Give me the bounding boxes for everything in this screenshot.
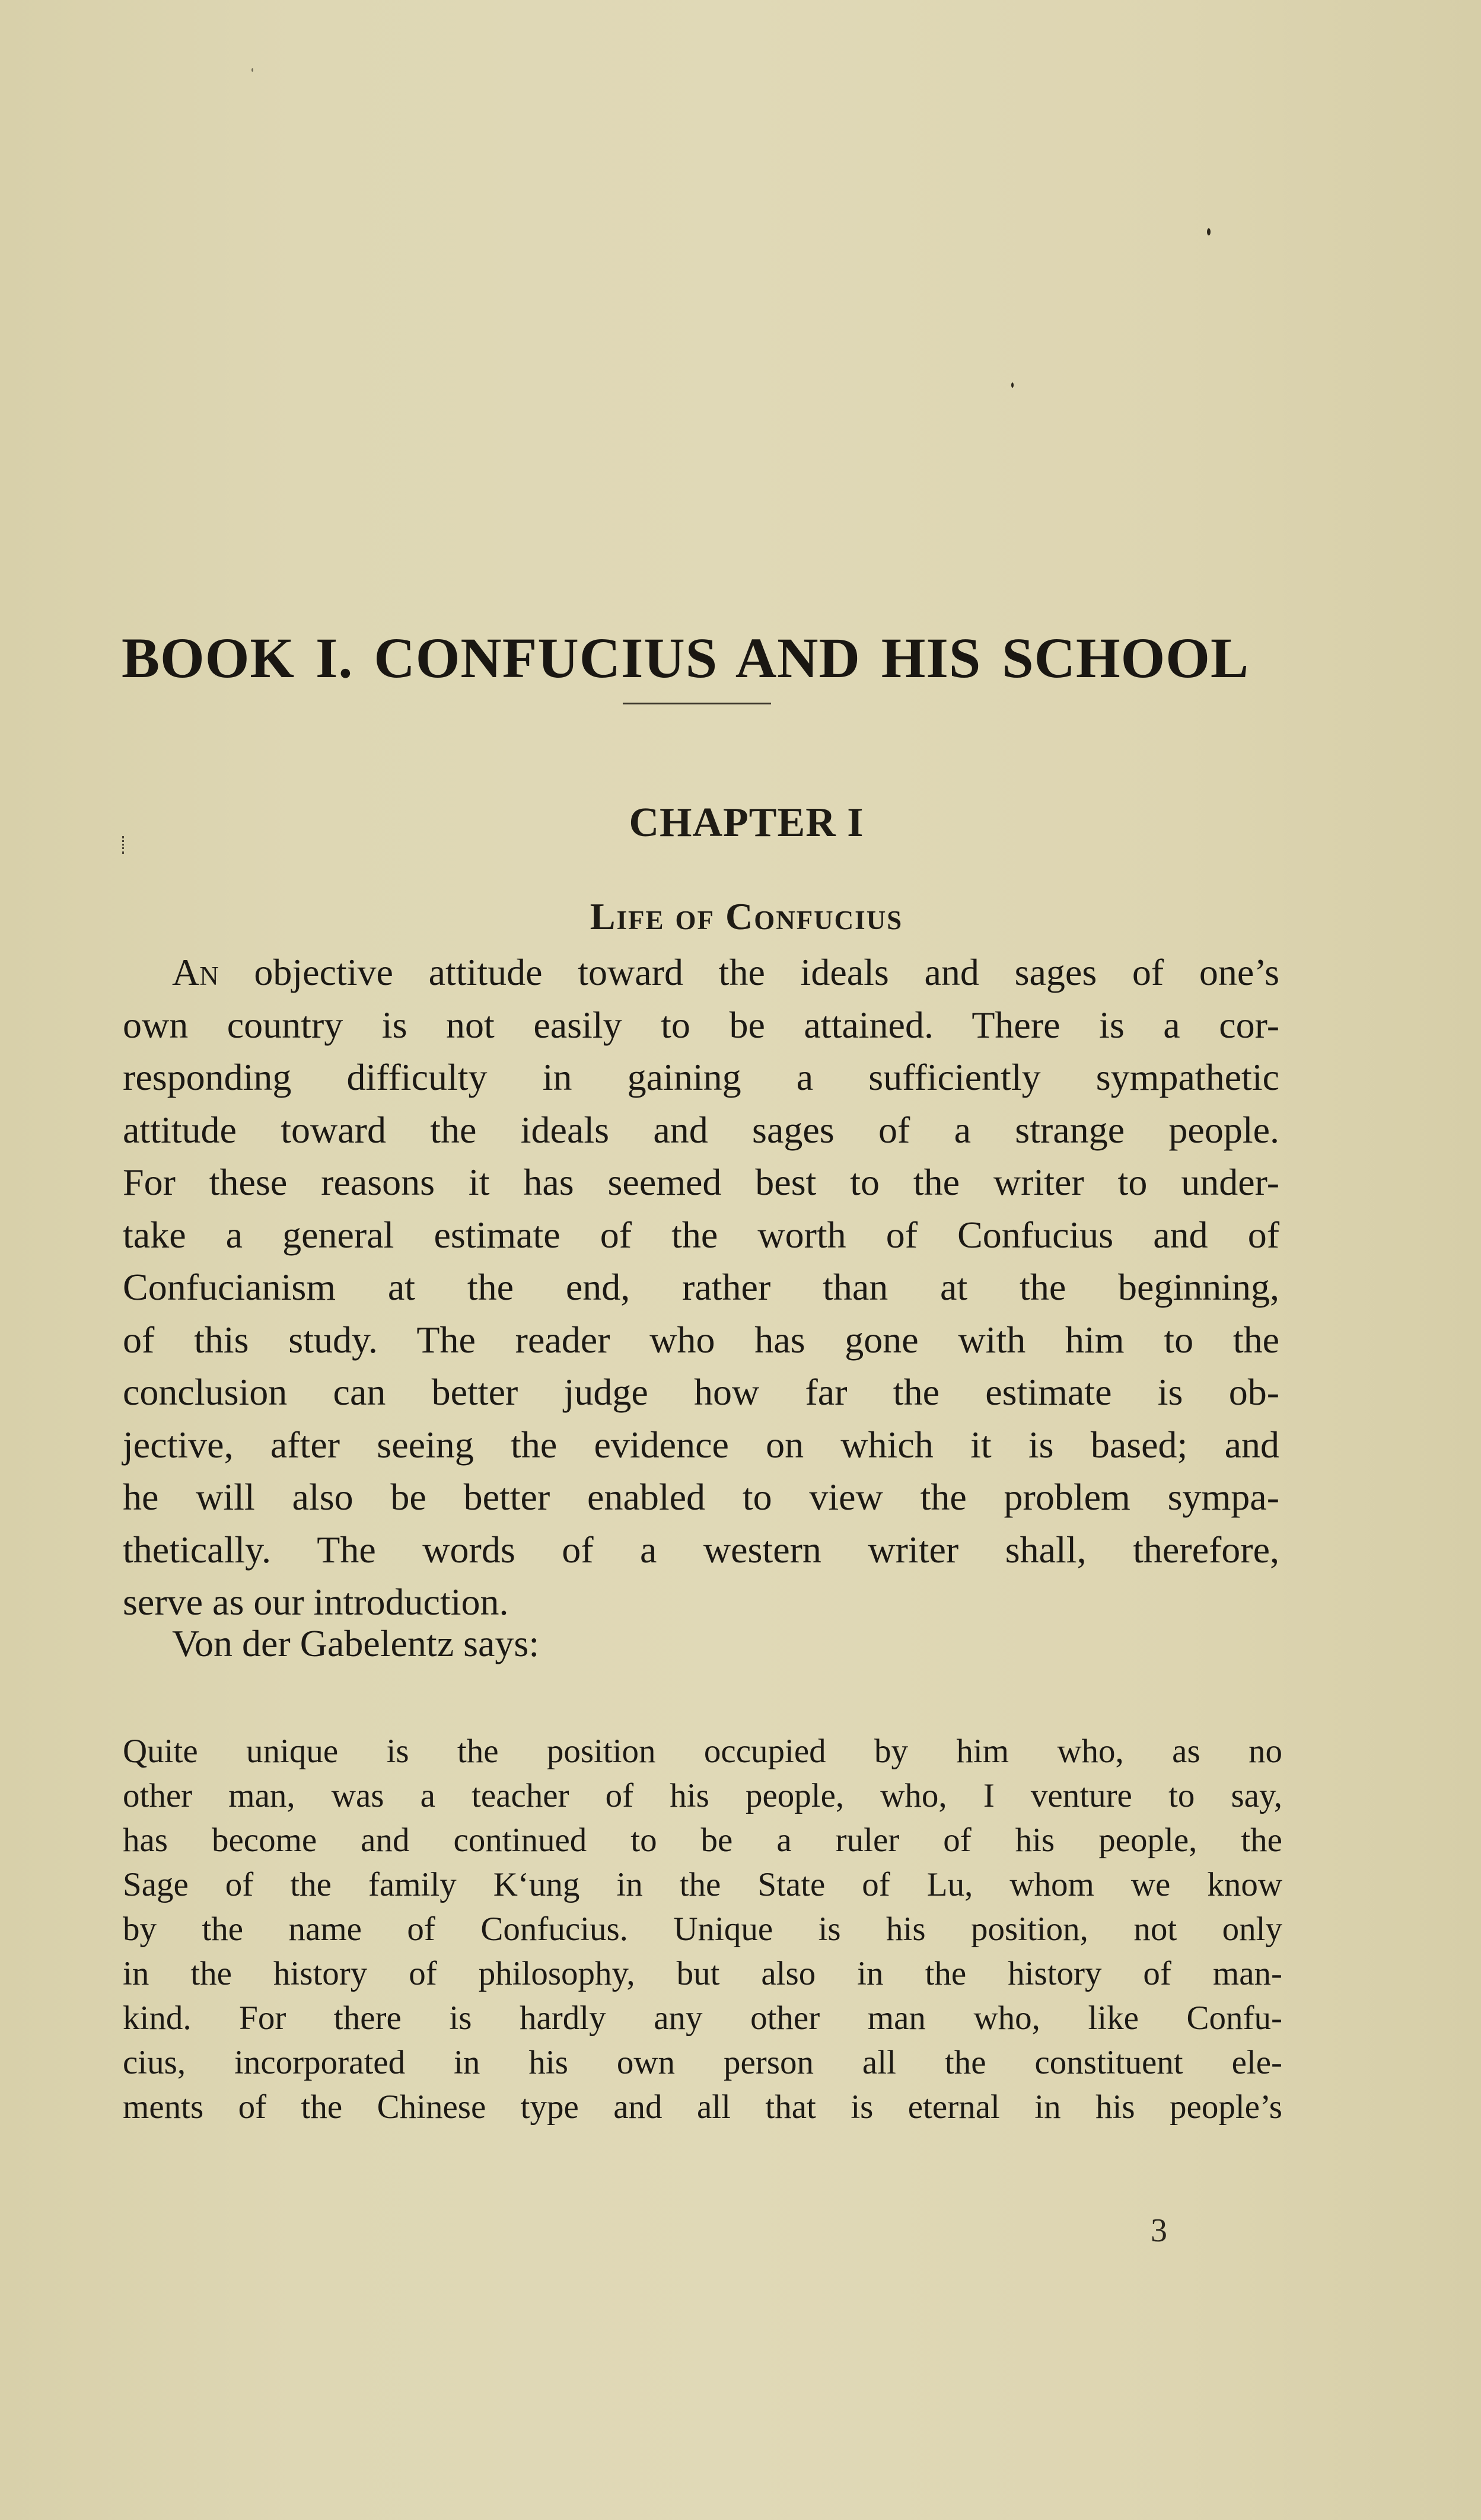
block-quotation: [123, 1729, 1282, 2129]
page-number: 3: [1151, 2212, 1167, 2249]
heading-divider: [623, 703, 771, 704]
paragraph-line: [123, 946, 1279, 999]
body-paragraph: [123, 946, 1279, 1629]
paragraph-line: Confucianism at the end, rather than at the beginning,: [123, 1266, 1279, 1308]
quotation-line: ments of the Chinese type and all that is eternal in his people’s: [123, 2088, 1282, 2126]
quotation-line: has become and continued to be a ruler of his people, the: [123, 1822, 1282, 1859]
paper-speck: [1207, 228, 1211, 235]
paragraph-line: jective, after seeing the evidence on which it is based; and: [123, 1423, 1279, 1466]
book-heading: BOOK I. CONFUCIUS AND HIS SCHOOL: [122, 626, 1249, 690]
lead-word-smallcaps: An: [172, 951, 219, 993]
paragraph-line: serve as our introduction.: [123, 1581, 509, 1623]
paragraph-line: conclusion can better judge how far the estimate is ob-: [123, 1371, 1279, 1413]
quotation-line: Quite unique is the position occupied by him who, as no: [123, 1733, 1282, 1770]
paragraph-line: thetically. The words of a western writer shall, therefore,: [123, 1528, 1279, 1571]
quotation-line: kind. For there is hardly any other man who, like Confu-: [123, 1999, 1282, 2037]
body-paragraph: [123, 1618, 1279, 1670]
paragraph-line: he will also be better enabled to view the problem sympa-: [123, 1476, 1279, 1518]
paper-speck: [1011, 382, 1014, 388]
paragraph-line: own country is not easily to be attained. There is a cor-: [123, 1003, 1279, 1046]
quotation-line: other man, was a teacher of his people, who, I venture to say,: [123, 1777, 1282, 1814]
line-text: objective attitude toward the ideals and sages of one’s: [218, 951, 1279, 993]
section-heading: Life of Confucius: [590, 895, 903, 937]
paragraph-line: of this study. The reader who has gone with him to the: [123, 1318, 1279, 1361]
quotation-line: cius, incorporated in his own person all the constituent ele-: [123, 2044, 1282, 2081]
paragraph-line: take a general estimate of the worth of Confucius and of: [123, 1213, 1279, 1256]
quotation-line: Sage of the family K‘ung in the State of Lu, whom we know: [123, 1866, 1282, 1903]
paragraph-line: Von der Gabelentz says:: [172, 1622, 540, 1664]
chapter-heading: CHAPTER I: [629, 800, 864, 846]
paragraph-line: For these reasons it has seemed best to the writer to under-: [123, 1161, 1279, 1203]
margin-mark: [122, 836, 126, 854]
quotation-line: by the name of Confucius. Unique is his position, not only: [123, 1910, 1282, 1948]
paragraph-line: attitude toward the ideals and sages of a strange people.: [123, 1108, 1279, 1151]
quotation-line: in the history of philosophy, but also in the history of man-: [123, 1955, 1282, 1992]
paragraph-line: responding difficulty in gaining a sufficiently sympathetic: [123, 1056, 1279, 1098]
paper-speck: [251, 68, 253, 72]
